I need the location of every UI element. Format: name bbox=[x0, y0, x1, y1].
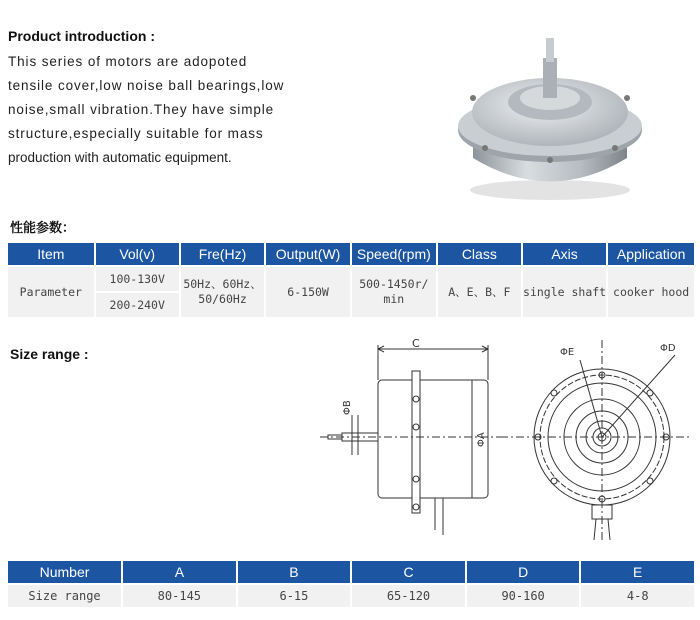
speed-cell bbox=[352, 267, 436, 317]
dim-label-a: ΦA bbox=[476, 432, 487, 447]
voltage-cell: 100-130V bbox=[96, 267, 179, 291]
row-label: Parameter bbox=[8, 267, 94, 317]
column-header: Item bbox=[8, 243, 94, 265]
table-header-row bbox=[8, 561, 694, 583]
intro-line: tensile cover,low noise ball bearings,low bbox=[8, 78, 285, 93]
performance-table bbox=[6, 241, 696, 319]
table-cell: 90-160 bbox=[467, 585, 580, 607]
table-cell: Size range bbox=[8, 585, 121, 607]
table-header-row bbox=[8, 243, 694, 265]
column-header: Speed(rpm) bbox=[352, 243, 436, 265]
column-header: Application bbox=[608, 243, 694, 265]
intro-line: structure,especially suitable for mass bbox=[8, 126, 264, 141]
table-cell: 80-145 bbox=[123, 585, 236, 607]
column-header: Number bbox=[8, 561, 121, 583]
performance-title: 性能参数： bbox=[10, 220, 76, 235]
speed-line: 500-1450r/ bbox=[359, 277, 429, 291]
dim-label-c: C bbox=[412, 337, 420, 350]
table-row bbox=[8, 267, 694, 291]
column-header: Fre(Hz) bbox=[181, 243, 264, 265]
table-cell: 4-8 bbox=[581, 585, 694, 607]
table-cell: 65-120 bbox=[352, 585, 465, 607]
column-header: B bbox=[238, 561, 351, 583]
dim-label-d: ΦD bbox=[660, 343, 676, 354]
column-header: Axis bbox=[523, 243, 606, 265]
column-header: Class bbox=[438, 243, 521, 265]
frequency-line: 50Hz、60Hz、 bbox=[183, 277, 262, 291]
column-header: C bbox=[352, 561, 465, 583]
column-header: Vol(v) bbox=[96, 243, 179, 265]
output-cell: 6-150W bbox=[266, 267, 350, 317]
motor-image bbox=[445, 30, 655, 205]
speed-line: min bbox=[383, 292, 405, 306]
column-header: A bbox=[123, 561, 236, 583]
class-cell: A、E、B、F bbox=[438, 267, 521, 317]
voltage-cell: 200-240V bbox=[96, 293, 179, 317]
column-header: E bbox=[581, 561, 694, 583]
intro-line: This series of motors are adopoted bbox=[8, 54, 248, 69]
frequency-cell bbox=[181, 267, 264, 317]
dim-label-e: ΦE bbox=[560, 347, 575, 358]
intro-text bbox=[8, 50, 288, 170]
intro-line: noise,small vibration.They have simple bbox=[8, 102, 275, 117]
dim-label-b: ΦB bbox=[342, 400, 353, 415]
frequency-line: 50/60Hz bbox=[198, 292, 247, 306]
intro-line: production with automatic equipment. bbox=[8, 150, 232, 165]
table-row bbox=[8, 585, 694, 607]
size-range-table bbox=[6, 559, 696, 609]
application-cell: cooker hood bbox=[608, 267, 694, 317]
axis-cell: single shaft bbox=[523, 267, 606, 317]
column-header: Output(W) bbox=[266, 243, 350, 265]
size-range-title: Size range : bbox=[10, 346, 89, 362]
column-header: D bbox=[467, 561, 580, 583]
intro-title: Product introduction : bbox=[8, 28, 155, 44]
table-cell: 6-15 bbox=[238, 585, 351, 607]
motor-dimension-drawing bbox=[320, 335, 700, 545]
